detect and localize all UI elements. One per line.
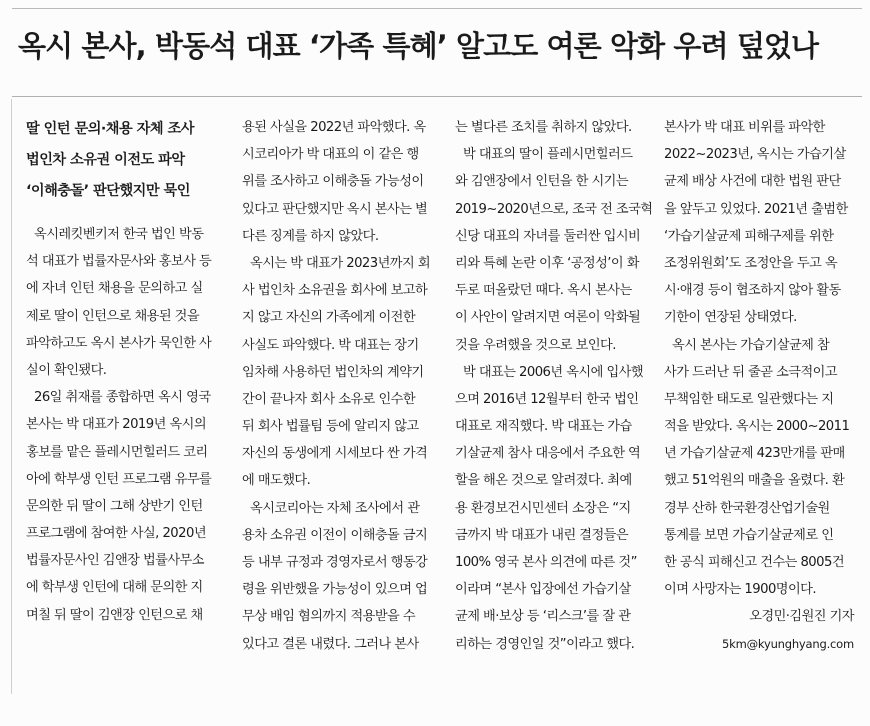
text-line: 뒤 회사 법률팀 등에 알리지 않고	[242, 419, 419, 435]
text-line: 위를 조사하고 이해충돌 가능성이	[242, 174, 424, 190]
text-line: 적을 받았다. 옥시는 2000~2011	[664, 419, 850, 435]
article-headline: 옥시 본사, 박동석 대표 ‘가족 특혜’ 알고도 여론 악화 우려 덮었나	[18, 29, 819, 63]
column-2	[242, 114, 440, 658]
text-line: 옥시 본사는 가습기살균제 참	[672, 337, 830, 353]
text-line: 대표로 재직했다. 박 대표는 가습	[455, 419, 632, 435]
text-line: 프로그램에 참여한 사실, 2020년	[26, 526, 207, 542]
text-line: 한 공식 피해신고 건수는 8005건	[664, 555, 845, 570]
text-line: 본사가 박 대표 비위를 파악한	[664, 120, 825, 135]
text-line: 박 대표의 딸이 플레시먼힐러드	[463, 147, 633, 163]
text-line: 사실도 파악했다. 박 대표는 장기	[242, 337, 419, 353]
text-line: 본사는 박 대표가 2019년 옥시의	[26, 417, 207, 433]
text-line: 에 학부생 인턴에 대해 문의한 지	[26, 580, 203, 596]
text-line: 기살균제 참사 대응에서 주요한 역	[455, 446, 641, 462]
text-line: ‘가습기살균제 피해구제를 위한	[664, 228, 834, 244]
subhead-line: 딸 인턴 문의·채용 자체 조사	[26, 121, 194, 137]
text-line: 무상 배임 혐의까지 적용받을 수	[242, 609, 416, 625]
byline: 오경민·김원진 기자	[749, 609, 854, 625]
text-line: 자신의 동생에게 시세보다 싼 가격	[242, 446, 428, 462]
text-line: 26일 취재를 종합하면 옥시 영국	[34, 390, 211, 406]
subhead-line: 법인차 소유권 이전도 파악	[26, 152, 185, 168]
headline-rule	[12, 96, 862, 97]
text-line: 용된 사실을 2022년 파악했다. 옥	[242, 120, 426, 135]
text-line: 옥시레킷벤키저 한국 법인 박동	[34, 227, 204, 242]
text-line: 이며 사망자는 1900명이다.	[664, 582, 816, 598]
text-line: 있다고 결론 내렸다. 그러나 본사	[242, 636, 419, 652]
text-line: 이 사안이 알려지면 여론이 악화될	[455, 310, 641, 326]
text-line: 파악하고도 옥시 본사가 묵인한 사	[26, 335, 212, 351]
text-line: 용 환경보건시민센터 소장은 “지	[455, 500, 631, 516]
text-line: 두로 떠올랐던 때다. 옥시 본사는	[455, 283, 632, 299]
text-line: 옥시코리아는 자체 조사에서 관	[250, 500, 420, 516]
text-line: 사 법인차 소유권을 회사에 보고하	[242, 283, 428, 299]
text-line: 균제 배·보상 등 ‘리스크’를 잘 관	[455, 609, 631, 625]
text-line: 신당 대표의 자녀를 둘러싼 입시비	[455, 228, 641, 244]
text-line: 아에 학부생 인턴 프로그램 유무를	[26, 471, 212, 487]
text-line: 용차 소유권 이전이 이해충돌 금지	[242, 527, 428, 543]
text-line: 와 김앤장에서 인턴을 한 시기는	[455, 174, 629, 190]
text-line: 경부 산하 한국환경산업기술원	[664, 500, 830, 516]
text-line: 시코리아가 박 대표의 이 같은 행	[242, 147, 419, 163]
column-4	[664, 114, 860, 658]
text-line: 등 내부 규정과 경영자로서 행동강	[242, 555, 428, 570]
column-3	[455, 114, 653, 658]
text-line: 했고 51억원의 매출을 올렸다. 환	[664, 473, 845, 489]
text-line: 할을 해온 것으로 알려졌다. 최예	[455, 473, 632, 489]
text-line: 다른 징계를 하지 않았다.	[242, 228, 379, 244]
subheadline	[26, 114, 228, 207]
text-line: 100% 영국 본사 의견에 따른 것”	[455, 555, 637, 570]
column-1	[26, 114, 228, 629]
text-line: 에 자녀 인턴 채용을 문의하고 실	[26, 281, 203, 297]
text-line: 시·애경 등이 협조하지 않아 활동	[664, 283, 841, 299]
text-line: 리와 특혜 논란 이후 ‘공정성’이 화	[455, 255, 639, 271]
text-line: 실이 확인됐다.	[26, 362, 107, 378]
text-line: 이라며 “본사 입장에선 가습기살	[455, 582, 631, 598]
text-line: 년 가습기살균제 423만개를 판매	[664, 446, 845, 462]
text-line: 으며 2016년 12월부터 한국 법인	[455, 391, 639, 407]
text-line: 옥시는 박 대표가 2023년까지 회	[250, 255, 431, 271]
text-line: 법률자문사인 김앤장 법률사무소	[26, 553, 204, 569]
text-line: 조정위원회’도 조정안을 두고 옥	[664, 255, 838, 271]
text-line: 통계를 보면 가습기살균제로 인	[664, 527, 834, 543]
text-line: 홍보를 맡은 플레시먼힐러드 코리	[26, 444, 208, 460]
author-email: 5km@kyunghyang.com	[722, 636, 854, 651]
text-line: 2022~2023년, 옥시는 가습기살	[664, 147, 846, 163]
text-line: 사가 드러난 뒤 줄곧 소극적이고	[664, 364, 838, 380]
text-line: 며칠 뒤 딸이 김앤장 인턴으로 채	[26, 607, 203, 623]
text-line: 는 별다른 조치를 취하지 않았다.	[455, 120, 632, 135]
text-line: 임차해 사용하던 법인차의 계약기	[242, 364, 424, 380]
text-line: 것을 우려했을 것으로 보인다.	[455, 337, 616, 353]
text-line: 문의한 뒤 딸이 그해 상반기 인턴	[26, 498, 203, 514]
text-line: 지 않고 자신의 가족에게 이전한	[242, 310, 416, 326]
top-rule	[12, 8, 862, 9]
text-line: 금까지 박 대표가 내린 결정들은	[455, 527, 629, 543]
text-line: 균제 배상 사건에 대한 법원 판단	[664, 174, 841, 190]
text-line: 2019~2020년으로, 조국 전 조국혁	[455, 201, 653, 217]
text-line: 박 대표는 2006년 옥시에 입사했	[463, 364, 644, 380]
text-line: 을 앞두고 있었다. 2021년 출범한	[664, 201, 848, 217]
text-line: 에 매도했다.	[242, 473, 311, 489]
subhead-line: ‘이해충돌’ 판단했지만 묵인	[26, 183, 190, 199]
text-line: 무책임한 태도로 일관했다는 지	[664, 391, 834, 407]
left-border	[11, 99, 12, 694]
text-line: 간이 끝나자 회사 소유로 인수한	[242, 391, 416, 407]
text-line: 제로 딸이 인턴으로 채용된 것을	[26, 308, 200, 324]
text-line: 기한이 연장된 상태였다.	[664, 310, 797, 326]
text-line: 령을 위반했을 가능성이 있으며 업	[242, 582, 428, 598]
text-line: 석 대표가 법률자문사와 홍보사 등	[26, 254, 212, 270]
text-line: 있다고 판단했지만 옥시 본사는 별	[242, 201, 428, 217]
text-line: 리하는 경영인일 것”이라고 했다.	[455, 636, 635, 652]
